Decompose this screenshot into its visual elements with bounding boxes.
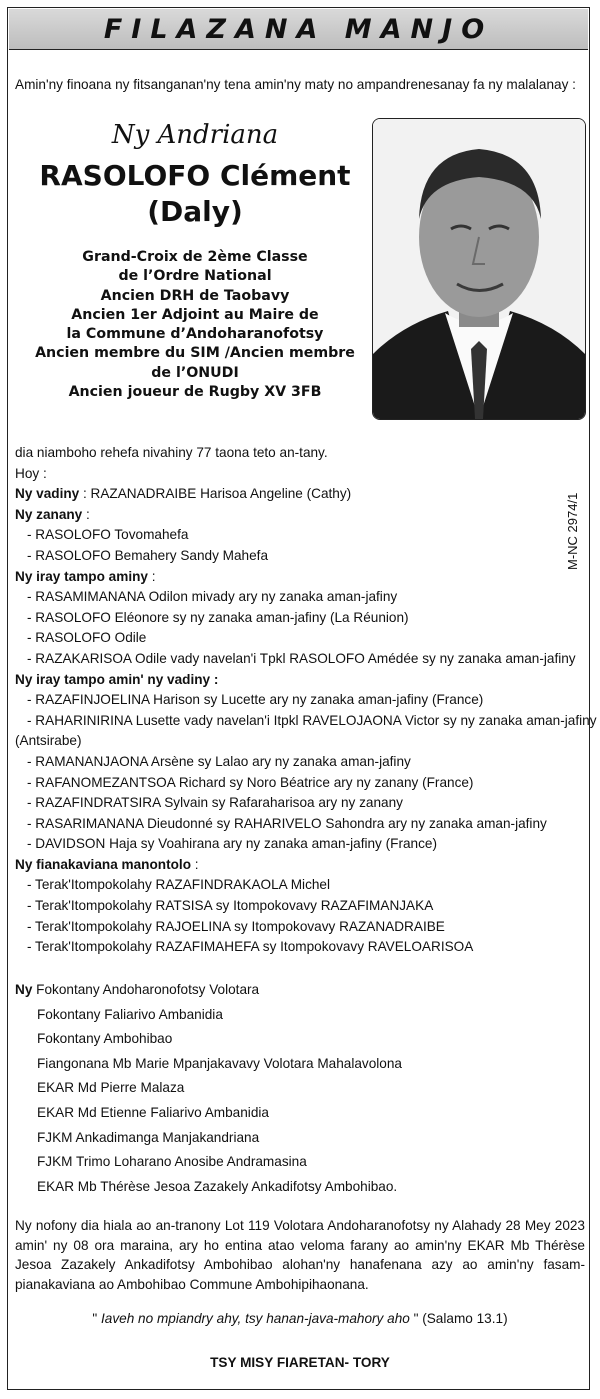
intro-text: Amin'ny finoana ny fitsanganan'ny tena amin'ny maty no ampandrenesanay fa ny malalanay : bbox=[15, 77, 576, 92]
list-item: - RASOLOFO Eléonore sy ny zanaka aman-jafiny (La Réunion) bbox=[27, 609, 409, 625]
funeral-details: Ny nofony dia hiala ao an-tranony Lot 119 Volotara Andoharanofotsy ny Alahady 28 Mey 2023 amin' ny 08 ora maraina, ary ho entina atao veloma farany ao amin'ny EKAR Mb Thérèse Jesoa Zazakely Ankadifotsy Ambohibao alohan'ny hanafenana azy ao amin'ny fasam-pianakaviana ao Ambohibao Commune Ambohipihaonana. bbox=[15, 1218, 585, 1292]
quote-open: " bbox=[92, 1311, 102, 1326]
siblings-heading bbox=[15, 567, 585, 588]
header-banner bbox=[9, 9, 588, 50]
list-item: - Terak'Itompokolahy RAJOELINA sy Itompokovavy RAZANADRAIBE bbox=[27, 918, 445, 934]
organizations-list bbox=[15, 978, 402, 1199]
children-suffix: : bbox=[82, 506, 90, 522]
list-item: - DAVIDSON Haja sy Voahirana ary ny zanaka aman-jafiny (France) bbox=[27, 836, 437, 852]
title-line: de l’ONUDI bbox=[151, 364, 239, 381]
header-title: FILAZANA MANJO bbox=[103, 13, 494, 45]
title-line: Grand-Croix de 2ème Classe bbox=[82, 249, 308, 265]
organization-item: Fiangonana Mb Marie Mpanjakavavy Volotara Mahalavolona bbox=[37, 1055, 402, 1071]
quote-close: " bbox=[409, 1311, 419, 1326]
list-item: - RAZAKARISOA Odile vady navelan'i Tpkl RASOLOFO Amédée sy ny zanaka aman-jafiny bbox=[27, 650, 576, 666]
inlaws-heading: Ny iray tampo amin' ny vadiny : bbox=[15, 671, 219, 687]
quote-source: (Salamo 13.1) bbox=[418, 1311, 508, 1326]
list-item: - RAFANOMEZANTSOA Richard sy Noro Béatrice ary ny zanany (France) bbox=[27, 774, 474, 790]
organization-first bbox=[15, 978, 402, 1003]
organizations-label: Ny bbox=[15, 982, 33, 997]
title-line: Ancien membre du SIM /Ancien membre bbox=[35, 345, 355, 362]
list-item: - RASOLOFO Bemahery Sandy Mahefa bbox=[27, 547, 269, 563]
deceased-titles bbox=[30, 248, 360, 402]
hoy-line: Hoy : bbox=[15, 465, 47, 481]
quote-text: Iaveh no mpiandry ahy, tsy hanan-java-mahory aho bbox=[101, 1311, 410, 1326]
death-line: dia niamboho rehefa nivahiny 77 taona teto an-tany. bbox=[15, 445, 328, 460]
list-item: - Terak'Itompokolahy RAZAFINDRAKAOLA Michel bbox=[27, 877, 331, 893]
list-item: - RAZAFINDRATSIRA Sylvain sy Rafaraharisoa ary ny zanany bbox=[27, 795, 403, 811]
family-label: Ny fianakaviana manontolo bbox=[15, 856, 192, 872]
title-line: la Commune d’Andoharanofotsy bbox=[66, 326, 324, 343]
portrait-photo bbox=[372, 118, 586, 420]
list-item: - RASOLOFO Odile bbox=[27, 630, 147, 646]
spouse-line bbox=[15, 484, 585, 505]
title-line: Ancien joueur de Rugby XV 3FB bbox=[68, 384, 322, 401]
list-item: - RASOLOFO Tovomahefa bbox=[27, 527, 189, 543]
reference-code: M-NC 2974/1 bbox=[565, 492, 580, 570]
organization-item: Fokontany Faliarivo Ambanidia bbox=[37, 1006, 223, 1022]
spouse-value: : RAZANADRAIBE Harisoa Angeline (Cathy) bbox=[79, 486, 352, 502]
title-line: Ancien 1er Adjoint au Maire de bbox=[71, 306, 319, 323]
family-suffix: : bbox=[191, 856, 199, 872]
siblings-suffix: : bbox=[147, 568, 156, 584]
organization-item: EKAR Mb Thérèse Jesoa Zazakely Ankadifotsy Ambohibao. bbox=[37, 1178, 398, 1194]
children-heading bbox=[15, 505, 585, 526]
organization-item: FJKM Trimo Loharano Anosibe Andramasina bbox=[37, 1154, 307, 1170]
organization-item: Fokontany Ambohibao bbox=[37, 1031, 173, 1047]
organization-item: EKAR Md Pierre Malaza bbox=[37, 1080, 185, 1096]
final-note: TSY MISY FIARETAN- TORY bbox=[210, 1355, 390, 1370]
list-item-continuation: (Antsirabe) bbox=[15, 733, 82, 749]
organization-item: EKAR Md Etienne Faliarivo Ambanidia bbox=[37, 1104, 269, 1120]
family-heading bbox=[15, 855, 585, 876]
deceased-nickname: (Daly) bbox=[147, 195, 243, 228]
deceased-name: RASOLOFO Clément bbox=[39, 159, 351, 192]
list-item: - Terak'Itompokolahy RATSISA sy Itompokovavy RAZAFIMANJAKA bbox=[27, 898, 434, 914]
organization-item: FJKM Ankadimanga Manjakandriana bbox=[37, 1129, 260, 1145]
portrait-illustration bbox=[373, 119, 585, 419]
list-item: - RAMANANJAONA Arsène sy Lalao ary ny zanaka aman-jafiny bbox=[27, 753, 411, 769]
title-line: Ancien DRH de Taobavy bbox=[100, 287, 290, 304]
siblings-label: Ny iray tampo aminy bbox=[15, 568, 148, 584]
list-item: - RASAMIMANANA Odilon mivady ary ny zanaka aman-jafiny bbox=[27, 589, 398, 605]
family-list bbox=[15, 443, 597, 958]
spouse-label: Ny vadiny bbox=[15, 486, 80, 502]
list-item: - Terak'Itompokolahy RAZAFIMAHEFA sy Itompokovavy RAVELOARISOA bbox=[27, 939, 474, 955]
list-item: - RAZAFINJOELINA Harison sy Lucette ary ny zanaka aman-jafiny (France) bbox=[27, 692, 484, 708]
deceased-title-block bbox=[30, 120, 360, 402]
list-item: - RASARIMANANA Dieudonné sy RAHARIVELO Sahondra ary ny zanaka aman-jafiny bbox=[27, 815, 547, 831]
bible-quote bbox=[0, 1311, 600, 1326]
list-item: - RAHARINIRINA Lusette vady navelan'i Itpkl RAVELOJAONA Victor sy ny zanaka aman-jafiny bbox=[27, 712, 597, 728]
children-label: Ny zanany bbox=[15, 506, 83, 522]
honorific: Ny Andriana bbox=[111, 120, 279, 150]
title-line: de l’Ordre National bbox=[118, 268, 272, 285]
organization-item: Fokontany Andoharonofotsy Volotara bbox=[32, 982, 260, 997]
